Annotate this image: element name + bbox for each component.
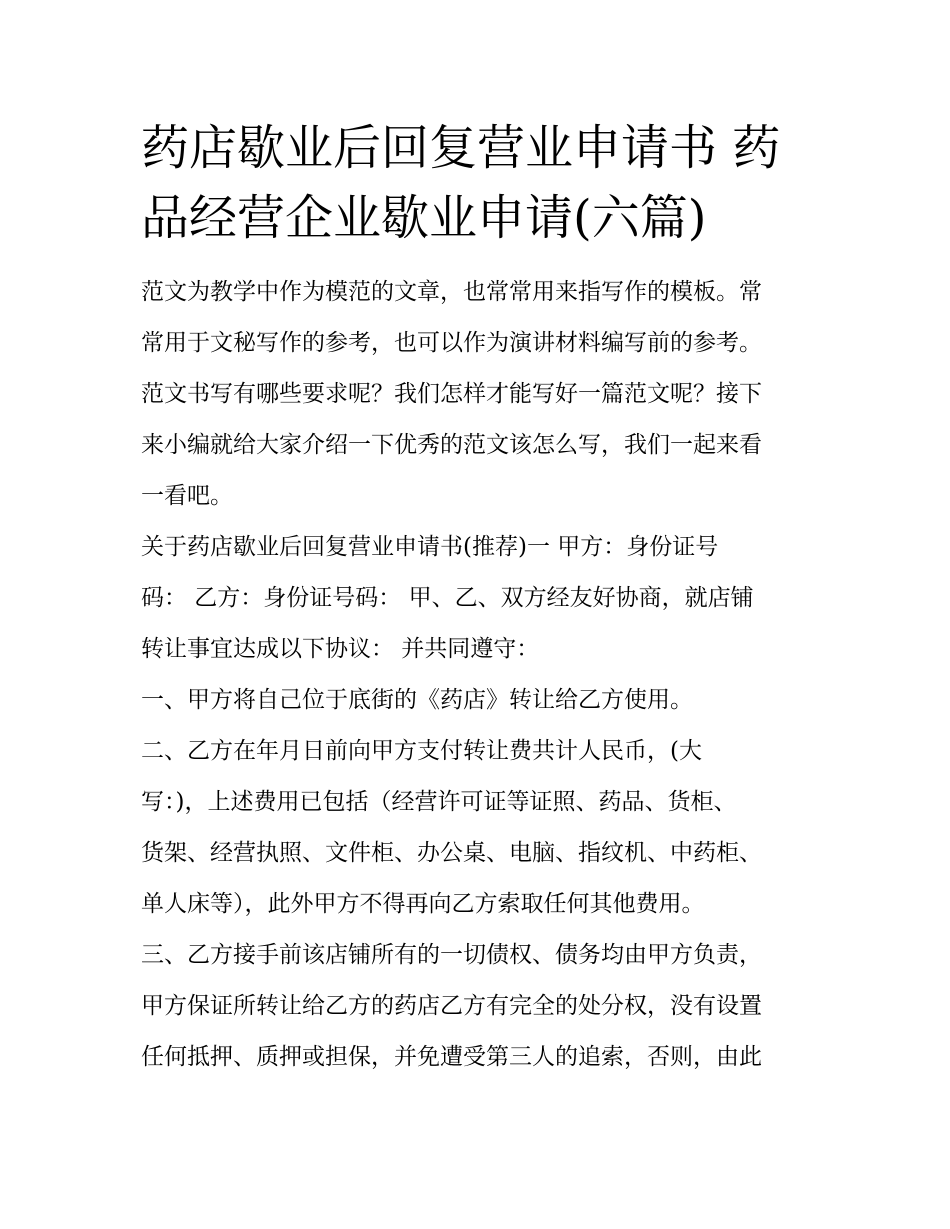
body-line: 单人床等），此外甲方不得再向乙方索取任何其他费用。	[141, 891, 705, 917]
body-line: 二、乙方在年月日前向甲方支付转让费共计人民币，(大	[141, 738, 702, 764]
document-body	[141, 280, 821, 1096]
body-line: 转让事宜达成以下协议： 并共同遵守：	[141, 636, 540, 662]
body-line: 任何抵押、质押或担保，并免遭受第三人的追索，否则，由此	[141, 1044, 762, 1070]
body-line: 一看吧。	[141, 483, 233, 509]
body-line: 常用于文秘写作的参考，也可以作为演讲材料编写前的参考。	[141, 330, 762, 356]
body-line: 货架、经营执照、文件柜、办公桌、电脑、指纹机、中药柜、	[141, 840, 762, 866]
body-line: 范文为教学中作为模范的文章，也常常用来指写作的模板。常	[141, 279, 762, 305]
body-line: 关于药店歇业后回复营业申请书(推荐)一 甲方：身份证号	[141, 534, 719, 560]
title-line-1: 药店歇业后回复营业申请书 药	[141, 120, 781, 176]
title-line-2: 品经营企业歇业申请(六篇)	[141, 190, 707, 246]
body-line: 码： 乙方：身份证号码： 甲、乙、双方经友好协商，就店铺	[141, 585, 754, 611]
body-line: 写：)，上述费用已包括（经营许可证等证照、药品、货柜、	[141, 789, 737, 815]
document-title	[141, 113, 821, 253]
body-line: 一、甲方将自己位于底街的《药店》转让给乙方使用。	[141, 687, 693, 713]
body-line: 甲方保证所转让给乙方的药店乙方有完全的处分权，没有设置	[141, 993, 762, 1019]
body-line: 来小编就给大家介绍一下优秀的范文该怎么写，我们一起来看	[141, 432, 762, 458]
body-line: 范文书写有哪些要求呢？我们怎样才能写好一篇范文呢？接下	[141, 381, 762, 407]
body-line: 三、乙方接手前该店铺所有的一切债权、债务均由甲方负责，	[141, 942, 762, 968]
